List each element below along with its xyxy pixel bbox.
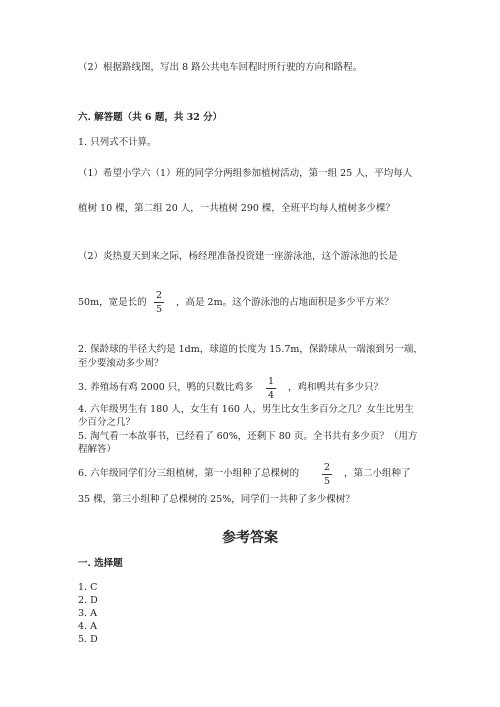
answer-item: 3. A <box>78 608 97 619</box>
question-6a: 6. 六年级同学们分三组植树，第一小组种了总棵树的 <box>78 468 300 479</box>
fraction-two-fifths <box>152 290 166 315</box>
question-1-sub1-line2: 植树 10 棵，第二组 20 人，一共植树 290 棵，全班平均每人植树多少棵？ <box>78 203 395 214</box>
answer-item: 5. D <box>78 634 98 645</box>
question-4-line1: 4. 六年级男生有 180 人，女生有 160 人，男生比女生多百分之几？女生比男生 <box>78 404 414 415</box>
question-3b: ，鸡和鸭共有多少只？ <box>288 382 384 393</box>
question-1-sub1-line1: （1）希望小学六（1）班的同学分两组参加植树活动，第一组 25 人，平均每人 <box>78 168 413 179</box>
answers-section1-heading: 一. 选择题 <box>78 558 123 569</box>
question-4-line2: 少百分之几？ <box>78 417 136 428</box>
question-1-sub2-line2b: ，高是 2m。这个游泳池的占地面积是多少平方米？ <box>176 297 394 308</box>
fraction-bar <box>266 388 276 389</box>
fraction-one-fourth <box>264 376 278 401</box>
question-1-intro: 1. 只列式不计算。 <box>78 137 157 148</box>
fraction-numerator: 2 <box>323 462 331 473</box>
question-6-line2: 35 棵，第三小组种了总棵树的 25%，同学们一共种了多少棵树？ <box>78 494 355 505</box>
question-prev-part2: （2）根据路线图，写出 8 路公共电车回程时所行驶的方向和路程。 <box>78 62 363 73</box>
fraction-bar <box>154 302 164 303</box>
question-2-line2: 至少要滚动多少周？ <box>78 358 164 369</box>
question-1-sub2-line2a: 50m，宽是长的 <box>78 297 147 308</box>
fraction-two-fifths-q6 <box>320 462 334 487</box>
question-5-line2: 程解答） <box>78 444 117 455</box>
question-1-sub2-line1: （2）炎热夏天到来之际，杨经理准备投资建一座游泳池，这个游泳池的长是 <box>78 251 398 262</box>
fraction-numerator: 1 <box>267 376 275 387</box>
question-2-line1: 2. 保龄球的半径大约是 1dm，球道的长度为 15.7m，保龄球从一端滚到另一端， <box>78 344 423 355</box>
fraction-numerator: 2 <box>155 290 163 301</box>
question-3a: 3. 养殖场有鸡 2000 只，鸭的只数比鸡多 <box>78 382 254 393</box>
fraction-denominator: 5 <box>155 304 163 315</box>
answer-item: 1. C <box>78 582 98 593</box>
section-six-heading: 六. 解答题（共 6 题，共 32 分） <box>78 112 223 123</box>
fraction-denominator: 4 <box>267 390 275 401</box>
question-6b: ，第二小组种了 <box>344 468 411 479</box>
fraction-denominator: 5 <box>323 476 331 487</box>
answers-title: 参考答案 <box>222 530 278 546</box>
question-5-line1: 5. 淘气看一本故事书，已经看了 60%，还剩下 80 页。全书共有多少页？（用方 <box>78 431 418 442</box>
answer-item: 2. D <box>78 595 98 606</box>
fraction-bar <box>322 474 332 475</box>
answer-item: 4. A <box>78 621 97 632</box>
